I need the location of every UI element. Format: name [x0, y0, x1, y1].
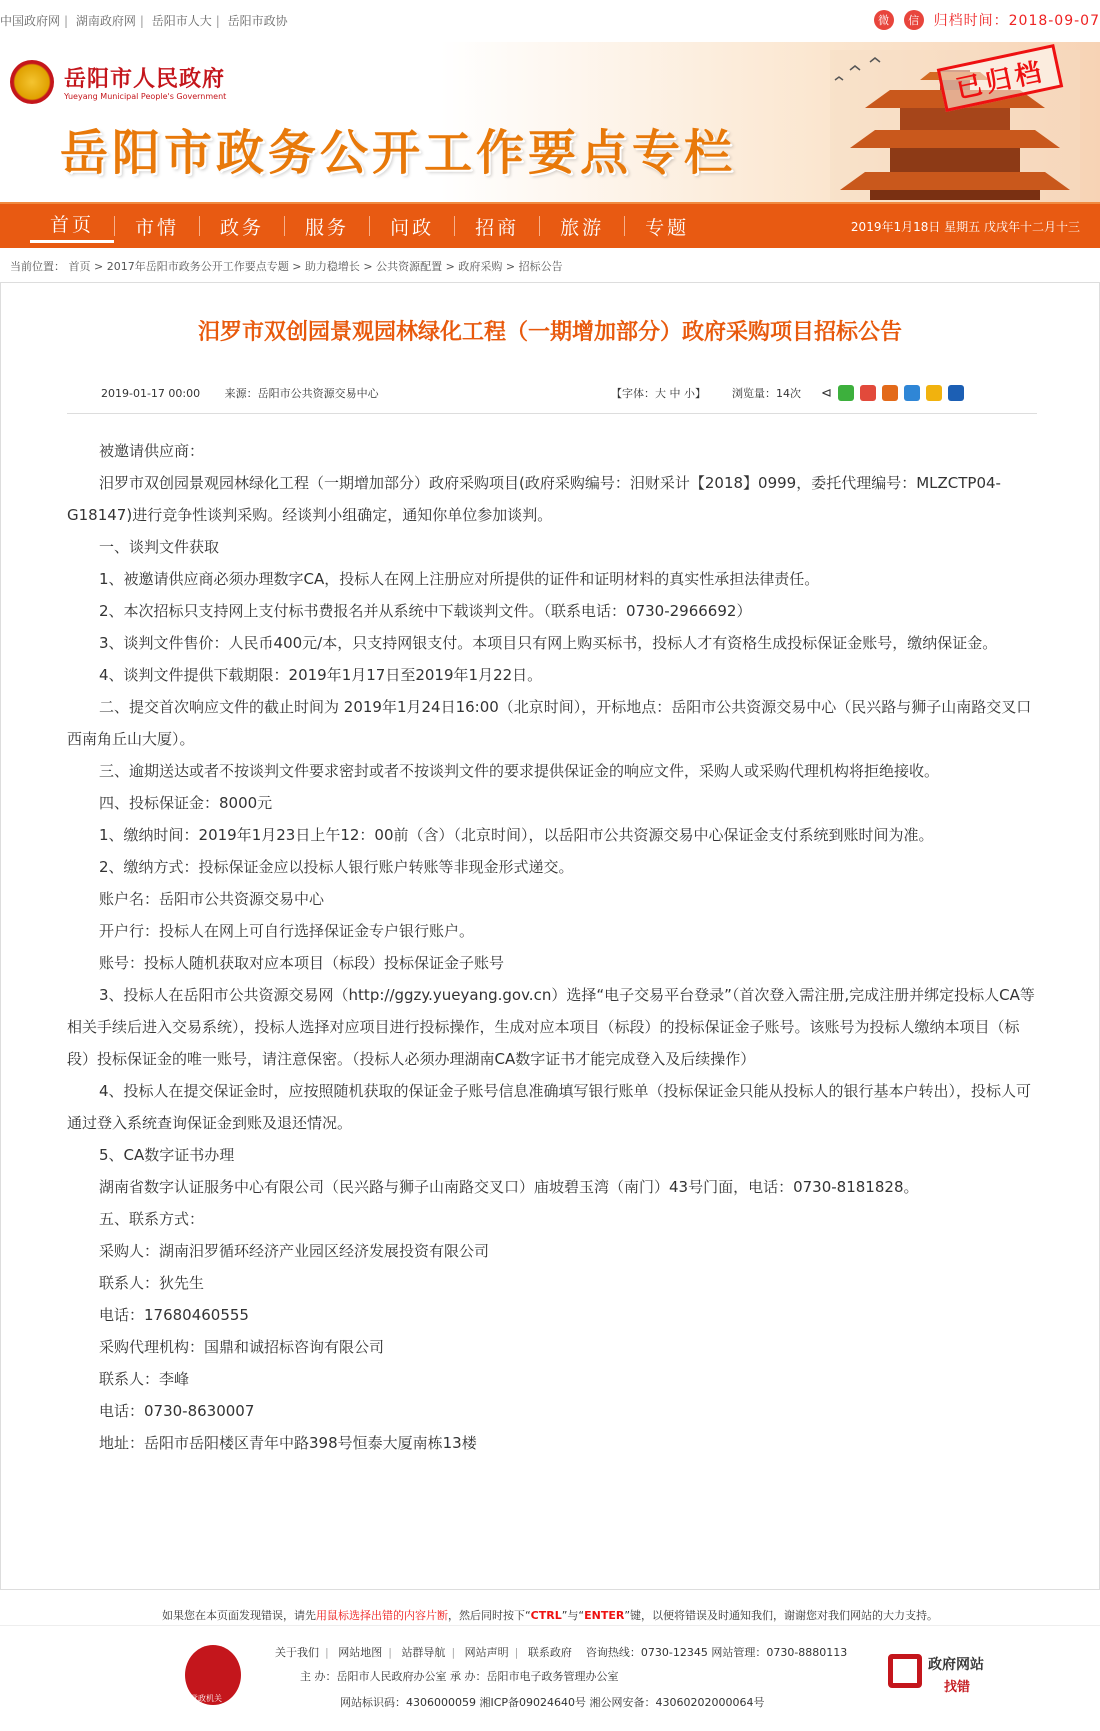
- share-icon[interactable]: ⊲: [821, 385, 832, 401]
- paragraph: 2、本次招标只支持网上支付标书费报名并从系统中下载谈判文件。（联系电话：0730-2966692）: [99, 602, 752, 620]
- paragraph: 联系人：李峰: [99, 1370, 190, 1388]
- weibo-share-icon[interactable]: [860, 385, 876, 401]
- site-logo-text[interactable]: 岳阳市人民政府: [64, 67, 226, 92]
- qq-share-icon[interactable]: [882, 385, 898, 401]
- paragraph: 账户名：岳阳市公共资源交易中心: [99, 890, 325, 908]
- note-text: 如果您在本页面发现错误，请先: [161, 1609, 316, 1622]
- paragraph: 湖南省数字认证服务中心有限公司（民兴路与狮子山南路交叉口）庙坡碧玉湾（南门）43号门面，电话：0730-8181828。: [99, 1178, 919, 1196]
- article-meta: [101, 385, 379, 401]
- nav-item-government[interactable]: 政务: [220, 216, 265, 239]
- paragraph: 5、CA数字证书办理: [99, 1146, 235, 1164]
- top-link-gov-cn[interactable]: 中国政府网: [0, 14, 61, 28]
- top-link-renda[interactable]: 岳阳市人大: [151, 14, 212, 28]
- breadcrumb-item[interactable]: 2017年岳阳市政务公开工作要点专题: [106, 260, 289, 273]
- top-bar: [0, 0, 1100, 42]
- paragraph: 一、谈判文件获取: [99, 538, 220, 556]
- gov-badge-title: 政府网站: [928, 1657, 984, 1673]
- paragraph: 三、逾期送达或者不按谈判文件要求密封或者不按谈判文件的要求提供保证金的响应文件，采购人或采购代理机构将拒绝接收。: [99, 762, 940, 780]
- paragraph: 五、联系方式：: [99, 1210, 205, 1228]
- wechat-share-icon[interactable]: [838, 385, 854, 401]
- article-body: [67, 435, 1037, 1459]
- paragraph: 2、缴纳方式：投标保证金应以投标人银行账户转账等非现金形式递交。: [99, 858, 574, 876]
- paragraph: 4、投标人在提交保证金时，应按照随机获取的保证金子账号信息准确填写银行账单（投标保证金只能从投标人的银行基本户转出），投标人可通过登入系统查询保证金到账及退还情况。: [67, 1082, 1032, 1132]
- article-title: 汨罗市双创园景观园林绿化工程（一期增加部分）政府采购项目招标公告: [197, 320, 902, 345]
- note-ctrl: CTRL: [530, 1609, 562, 1622]
- breadcrumb-item[interactable]: 首页: [68, 260, 91, 273]
- footer-icp: 网站标识码：4306000059 湘ICP备09024640号 湘公网安备：43060202000064号: [340, 1696, 765, 1709]
- breadcrumb-label: 当前位置：: [10, 260, 65, 273]
- paragraph: 二、提交首次响应文件的截止时间为 2019年1月24日16:00（北京时间），开标地点：岳阳市公共资源交易中心（民兴路与狮子山南路交叉口西南角丘山大厦）。: [67, 698, 1032, 748]
- weibo-icon[interactable]: 微: [874, 10, 894, 30]
- paragraph: 3、投标人在岳阳市公共资源交易网（http://ggzy.yueyang.gov.cn）选择“电子交易平台登录”（首次登入需注册,完成注册并绑定投标人CA等相关手续后进入交易系统），投标人选择对应项目进行投标操作，生成对应本项目（标段）的投标保证金子账号。该账号为投标人缴纳本项目（标段）投标保证金的唯一账号，请注意保密。（投标人必须办理湖南CA数字证书才能完成登入及后续操作）: [67, 986, 1035, 1068]
- paragraph: 采购人：湖南汨罗循环经济产业园区经济发展投资有限公司: [99, 1242, 490, 1260]
- gov-badge-icon: [888, 1654, 922, 1688]
- view-count: 浏览量：14次: [732, 387, 801, 400]
- gov-badge-action: 找错: [944, 1680, 971, 1695]
- paragraph: 开户行：投标人在网上可自行选择保证金专户银行账户。: [99, 922, 475, 940]
- nav-item-tourism[interactable]: 旅游: [560, 216, 605, 239]
- paragraph: 1、被邀请供应商必须办理数字CA，投标人在网上注册应对所提供的证件和证明材料的真实性承担法律责任。: [99, 570, 820, 588]
- paragraph: 采购代理机构：国鼎和诚招标咨询有限公司: [99, 1338, 385, 1356]
- footer-divider: [0, 1625, 1100, 1626]
- breadcrumb-item[interactable]: 公共资源配置: [376, 260, 443, 273]
- footer-link-contact[interactable]: 联系政府: [527, 1646, 572, 1659]
- nav-date: 2019年1月18日 星期五 戊戌年十二月十三: [850, 220, 1080, 234]
- top-link-hunan-gov[interactable]: 湖南政府网: [75, 14, 136, 28]
- breadcrumb-item[interactable]: 招标公告: [518, 260, 563, 273]
- paragraph: 四、投标保证金：8000元: [99, 794, 273, 812]
- gov-site-error-report-badge[interactable]: [888, 1650, 988, 1698]
- note-text: ”与“: [561, 1609, 585, 1622]
- archived-stamp: 已归档: [937, 44, 1064, 112]
- nav-item-investment[interactable]: 招商: [475, 216, 520, 239]
- paragraph: 3、谈判文件售价：人民币400元/本，只支持网银支付。本项目只有网上购买标书，投标人才有资格生成投标保证金账号，缴纳保证金。: [99, 634, 998, 652]
- article-tools: [611, 385, 964, 401]
- note-text: ”键，以便将错误及时通知我们，谢谢您对我们网站的大力支持。: [624, 1609, 939, 1622]
- footer-link-site-group[interactable]: 站群导航: [401, 1646, 446, 1659]
- favorite-share-icon[interactable]: [926, 385, 942, 401]
- paragraph: 账号：投标人随机获取对应本项目（标段）投标保证金子账号: [99, 954, 505, 972]
- party-badge-label: 党政机关: [190, 1694, 222, 1703]
- renren-share-icon[interactable]: [948, 385, 964, 401]
- wechat-icon[interactable]: 信: [904, 10, 924, 30]
- paragraph: 电话：17680460555: [99, 1306, 249, 1324]
- nav-item-inquiry[interactable]: 问政: [390, 216, 435, 239]
- error-report-note: [0, 1607, 1100, 1623]
- note-enter: ENTER: [584, 1609, 625, 1622]
- national-emblem-icon: [10, 60, 54, 104]
- breadcrumb-item[interactable]: 政府采购: [458, 260, 503, 273]
- article-source: 来源：岳阳市公共资源交易中心: [224, 387, 379, 400]
- qzone-share-icon[interactable]: [904, 385, 920, 401]
- footer-links: 关于我们 | 网站地图 | 站群导航 | 网站声明 | 联系政府 咨询热线：0730-12345 网站管理：0730-8880113: [275, 1646, 848, 1659]
- breadcrumb: 当前位置： 首页 > 2017年岳阳市政务公开工作要点专题 > 助力稳增长 > 公共资源配置 > 政府采购 > 招标公告: [10, 260, 563, 273]
- paragraph: 地址：岳阳市岳阳楼区青年中路398号恒泰大厦南栋13楼: [99, 1434, 477, 1452]
- paragraph: 汨罗市双创园景观园林绿化工程（一期增加部分）政府采购项目(政府采购编号：汨财采计【2018】0999，委托代理编号：MLZCTP04-G18147)进行竞争性谈判采购。经谈判小组确定，通知你单位参加谈判。: [67, 474, 1001, 524]
- site-logo-en: Yueyang Municipal People's Government: [64, 92, 227, 101]
- top-link-zhengxie[interactable]: 岳阳市政协: [227, 14, 288, 28]
- breadcrumb-item[interactable]: 助力稳增长: [304, 260, 360, 273]
- meta-divider: [67, 413, 1037, 414]
- main-nav: [0, 202, 1100, 248]
- footer-link-sitemap[interactable]: 网站地图: [338, 1646, 383, 1659]
- nav-item-topics[interactable]: 专题: [645, 216, 690, 239]
- top-links: 中国政府网 | 湖南政府网 | 岳阳市人大 | 岳阳市政协: [0, 14, 288, 28]
- nav-item-services[interactable]: 服务: [305, 216, 350, 239]
- paragraph: 1、缴纳时间：2019年1月23日上午12：00前（含）（北京时间），以岳阳市公共资源交易中心保证金支付系统到账时间为准。: [99, 826, 934, 844]
- paragraph: 4、谈判文件提供下载期限：2019年1月17日至2019年1月22日。: [99, 666, 543, 684]
- footer-link-statement[interactable]: 网站声明: [464, 1646, 509, 1659]
- article-container: [0, 282, 1100, 1590]
- footer-link-about[interactable]: 关于我们: [275, 1646, 319, 1659]
- banner-title: 岳阳市政务公开工作要点专栏: [60, 125, 737, 181]
- footer-hotline: 咨询热线：0730-12345 网站管理：0730-8880113: [585, 1646, 848, 1659]
- paragraph: 电话：0730-8630007: [99, 1402, 255, 1420]
- nav-item-home[interactable]: 首页: [30, 210, 114, 243]
- footer-organizer: 主 办：岳阳市人民政府办公室 承 办：岳阳市电子政务管理办公室: [300, 1670, 619, 1683]
- site-banner: [0, 42, 1100, 202]
- note-text: ，然后同时按下“: [447, 1609, 531, 1622]
- nav-item-city[interactable]: 市情: [135, 216, 180, 239]
- note-highlight: 用鼠标选择出错的内容片断: [315, 1609, 448, 1622]
- font-size-switcher[interactable]: 【字体：大 中 小】: [611, 387, 706, 400]
- paragraph: 联系人：狄先生: [99, 1274, 205, 1292]
- article-datetime: 2019-01-17 00:00: [101, 387, 201, 400]
- paragraph: 被邀请供应商：: [99, 442, 205, 460]
- archive-date: 归档时间：2018-09-07: [933, 13, 1100, 29]
